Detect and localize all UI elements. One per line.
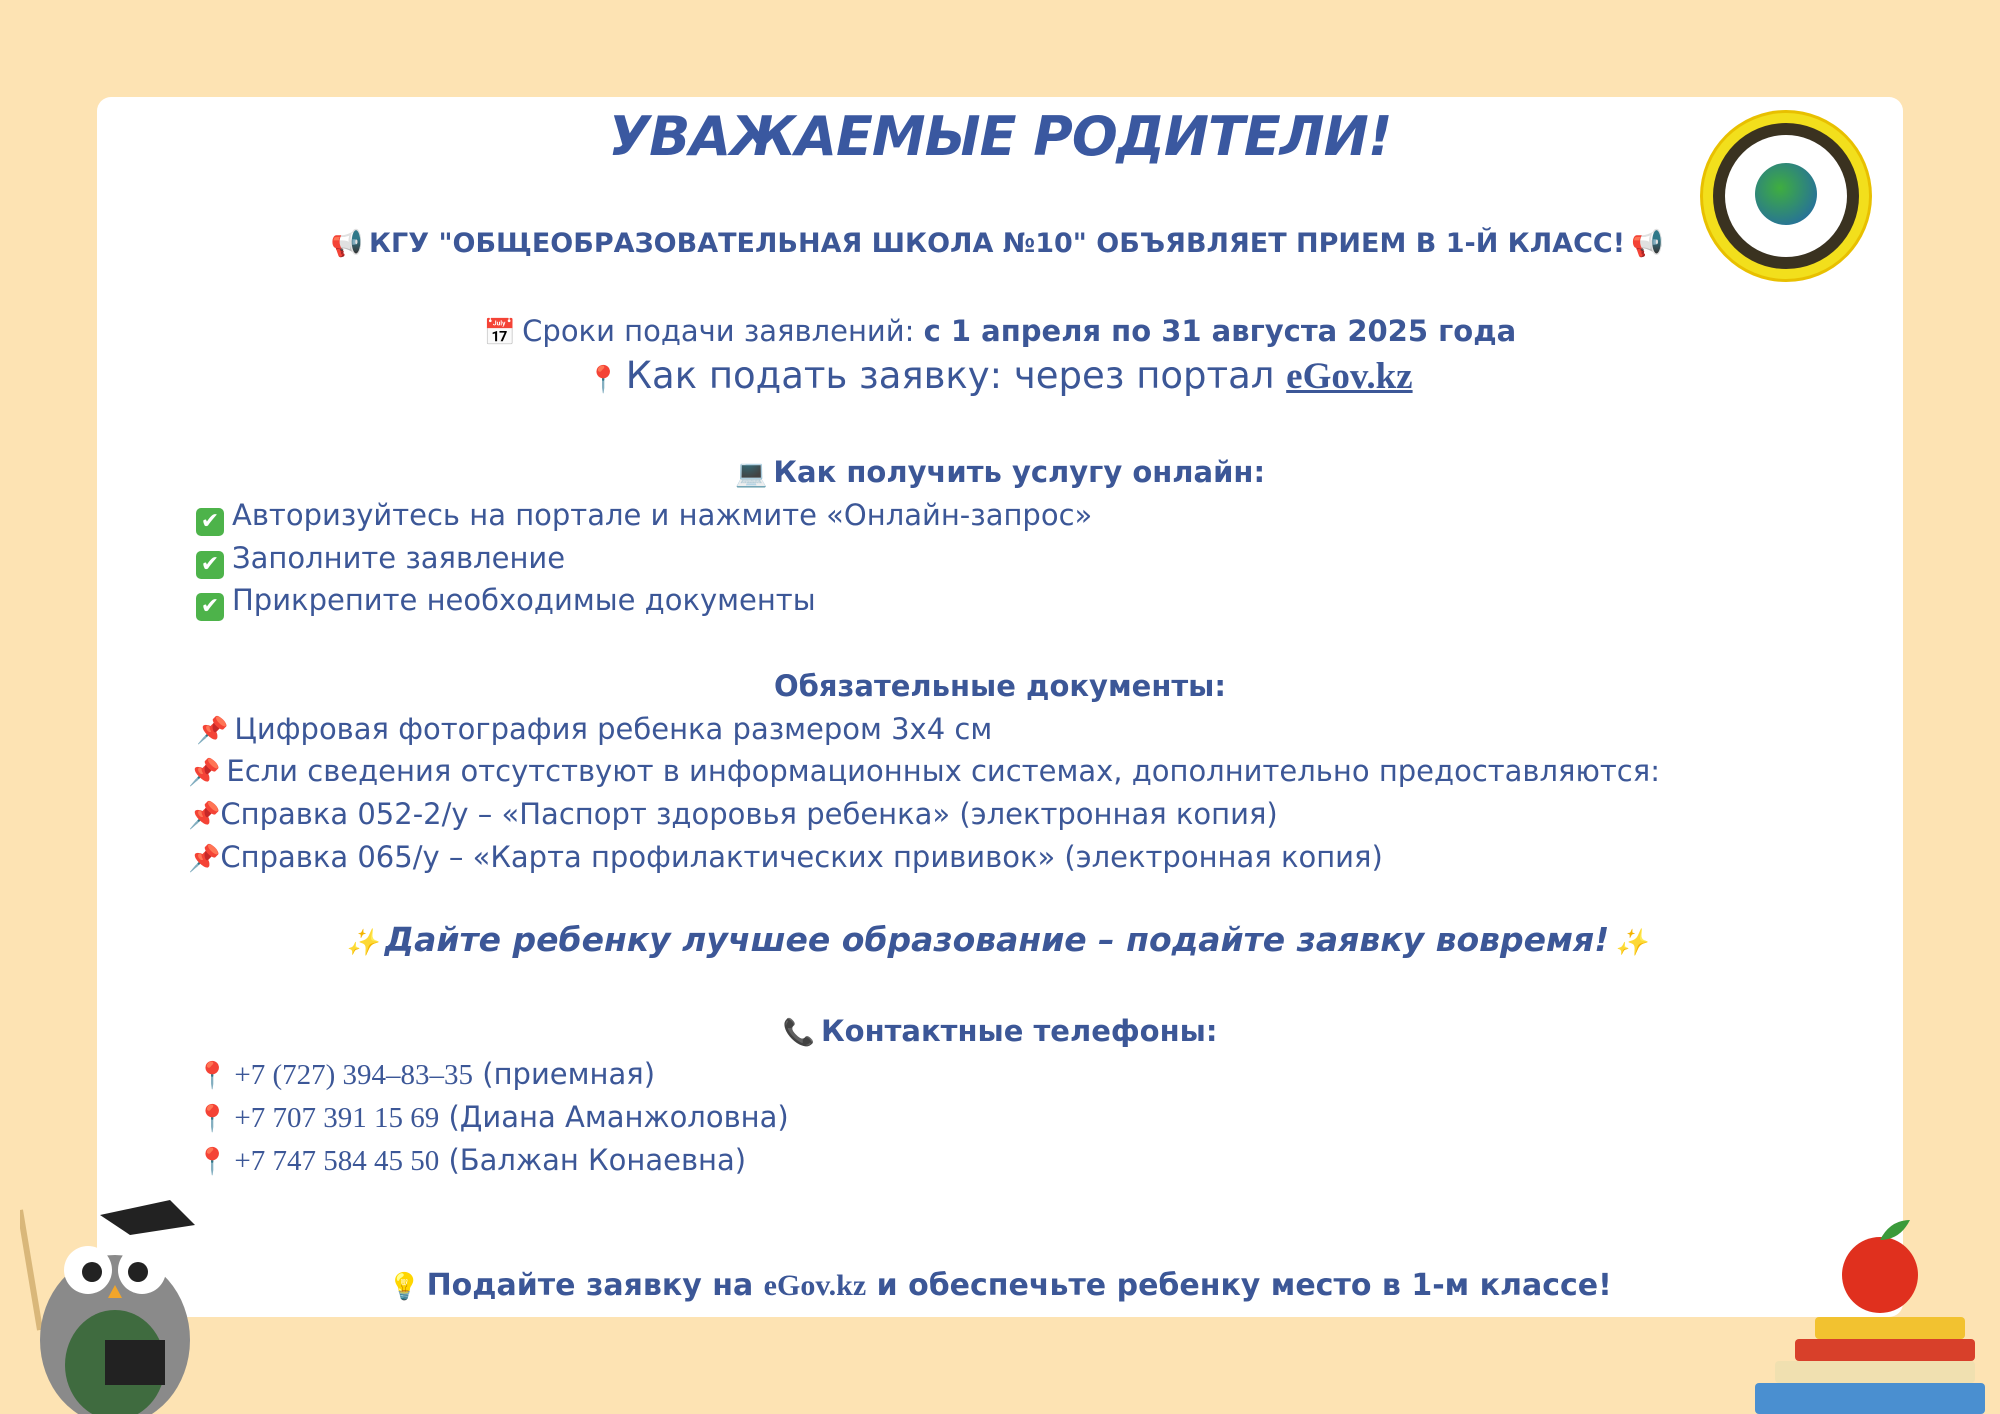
list-item (196, 712, 992, 746)
pushpin-icon: 📌 (188, 844, 221, 874)
phone-icon: 📞 (782, 1018, 815, 1048)
contact-name: (Балжан Конаевна) (448, 1143, 747, 1177)
checkmark-icon: ✔ (196, 593, 224, 621)
checkmark-icon: ✔ (196, 508, 224, 536)
egov-link[interactable]: eGov.kz (763, 1269, 867, 1302)
announcement-text: КГУ "ОБЩЕОБРАЗОВАТЕЛЬНАЯ ШКОЛА №10" ОБЪЯВЛЯЕТ ПРИЕМ В 1-Й КЛАСС! (368, 228, 1626, 259)
pushpin-icon: 📌 (188, 801, 221, 831)
books-apple-illustration (1755, 1205, 2000, 1414)
phone-item (196, 1100, 789, 1135)
globe-icon (1755, 163, 1817, 225)
apply-label: Как подать заявку: через портал (625, 354, 1275, 397)
online-heading (0, 455, 2000, 489)
documents-heading: Обязательные документы: (774, 669, 1226, 703)
slogan (0, 920, 2000, 959)
footer-post: и обеспечьте ребенку место в 1-м классе! (876, 1268, 1612, 1303)
megaphone-icon: 📢 (1631, 229, 1664, 259)
phone-item (196, 1057, 655, 1092)
deadline (0, 314, 2000, 348)
document-text: Если сведения отсутствуют в информационных системах, дополнительно предоставляются: (226, 754, 1660, 788)
pin-icon: 📍 (587, 365, 620, 395)
contacts-heading-text: Контактные телефоны: (820, 1014, 1218, 1048)
footer-callout (0, 1268, 2000, 1303)
megaphone-icon: 📢 (330, 229, 363, 259)
sparkles-icon: ✨ (1615, 928, 1648, 958)
list-item (196, 583, 816, 621)
slogan-text: Дайте ребенку лучшее образование – подайте заявку вовремя! (384, 920, 1610, 959)
online-heading-text: Как получить услугу онлайн: (773, 455, 1266, 489)
calendar-icon: 📅 (483, 318, 517, 348)
contacts-heading (0, 1014, 2000, 1048)
pin-icon: 📍 (196, 1061, 229, 1091)
lightbulb-icon: 💡 (388, 1272, 421, 1302)
step-text: Заполните заявление (232, 541, 566, 575)
list-item (188, 797, 1278, 831)
list-item (188, 754, 1660, 788)
contact-name: (Диана Аманжоловна) (448, 1100, 789, 1134)
page-title: УВАЖАЕМЫЕ РОДИТЕЛИ! (608, 105, 1392, 168)
sparkles-icon: ✨ (346, 928, 379, 958)
step-text: Прикрепите необходимые документы (232, 583, 816, 617)
deadline-value: с 1 апреля по 31 августа 2025 года (923, 314, 1517, 348)
laptop-icon: 💻 (734, 459, 768, 489)
list-item (196, 498, 1092, 536)
apply-info (0, 354, 2000, 398)
owl-teacher-illustration (20, 1190, 220, 1414)
phone-number[interactable]: +7 707 391 15 69 (234, 1102, 440, 1134)
document-text: Цифровая фотография ребенка размером 3х4 см (234, 712, 993, 746)
document-text: Справка 065/у – «Карта профилактических прививок» (электронная копия) (220, 840, 1383, 874)
phone-number[interactable]: +7 747 584 45 50 (234, 1145, 440, 1177)
phone-number[interactable]: +7 (727) 394–83–35 (234, 1059, 474, 1091)
step-text: Авторизуйтесь на портале и нажмите «Онлайн-запрос» (232, 498, 1093, 532)
pushpin-icon: 📌 (188, 758, 221, 788)
pushpin-icon: 📌 (196, 716, 229, 746)
list-item (188, 840, 1383, 874)
phone-item (196, 1143, 746, 1178)
document-text: Справка 052-2/у – «Паспорт здоровья ребенка» (электронная копия) (220, 797, 1278, 831)
deadline-label: Сроки подачи заявлений: (522, 314, 915, 348)
contact-name: (приемная) (482, 1057, 656, 1091)
pin-icon: 📍 (196, 1104, 229, 1134)
announcement (0, 228, 2000, 259)
footer-pre: Подайте заявку на (426, 1268, 754, 1303)
list-item (196, 541, 565, 579)
egov-link[interactable]: eGov.kz (1286, 356, 1413, 397)
pin-icon: 📍 (196, 1147, 229, 1177)
checkmark-icon: ✔ (196, 551, 224, 579)
